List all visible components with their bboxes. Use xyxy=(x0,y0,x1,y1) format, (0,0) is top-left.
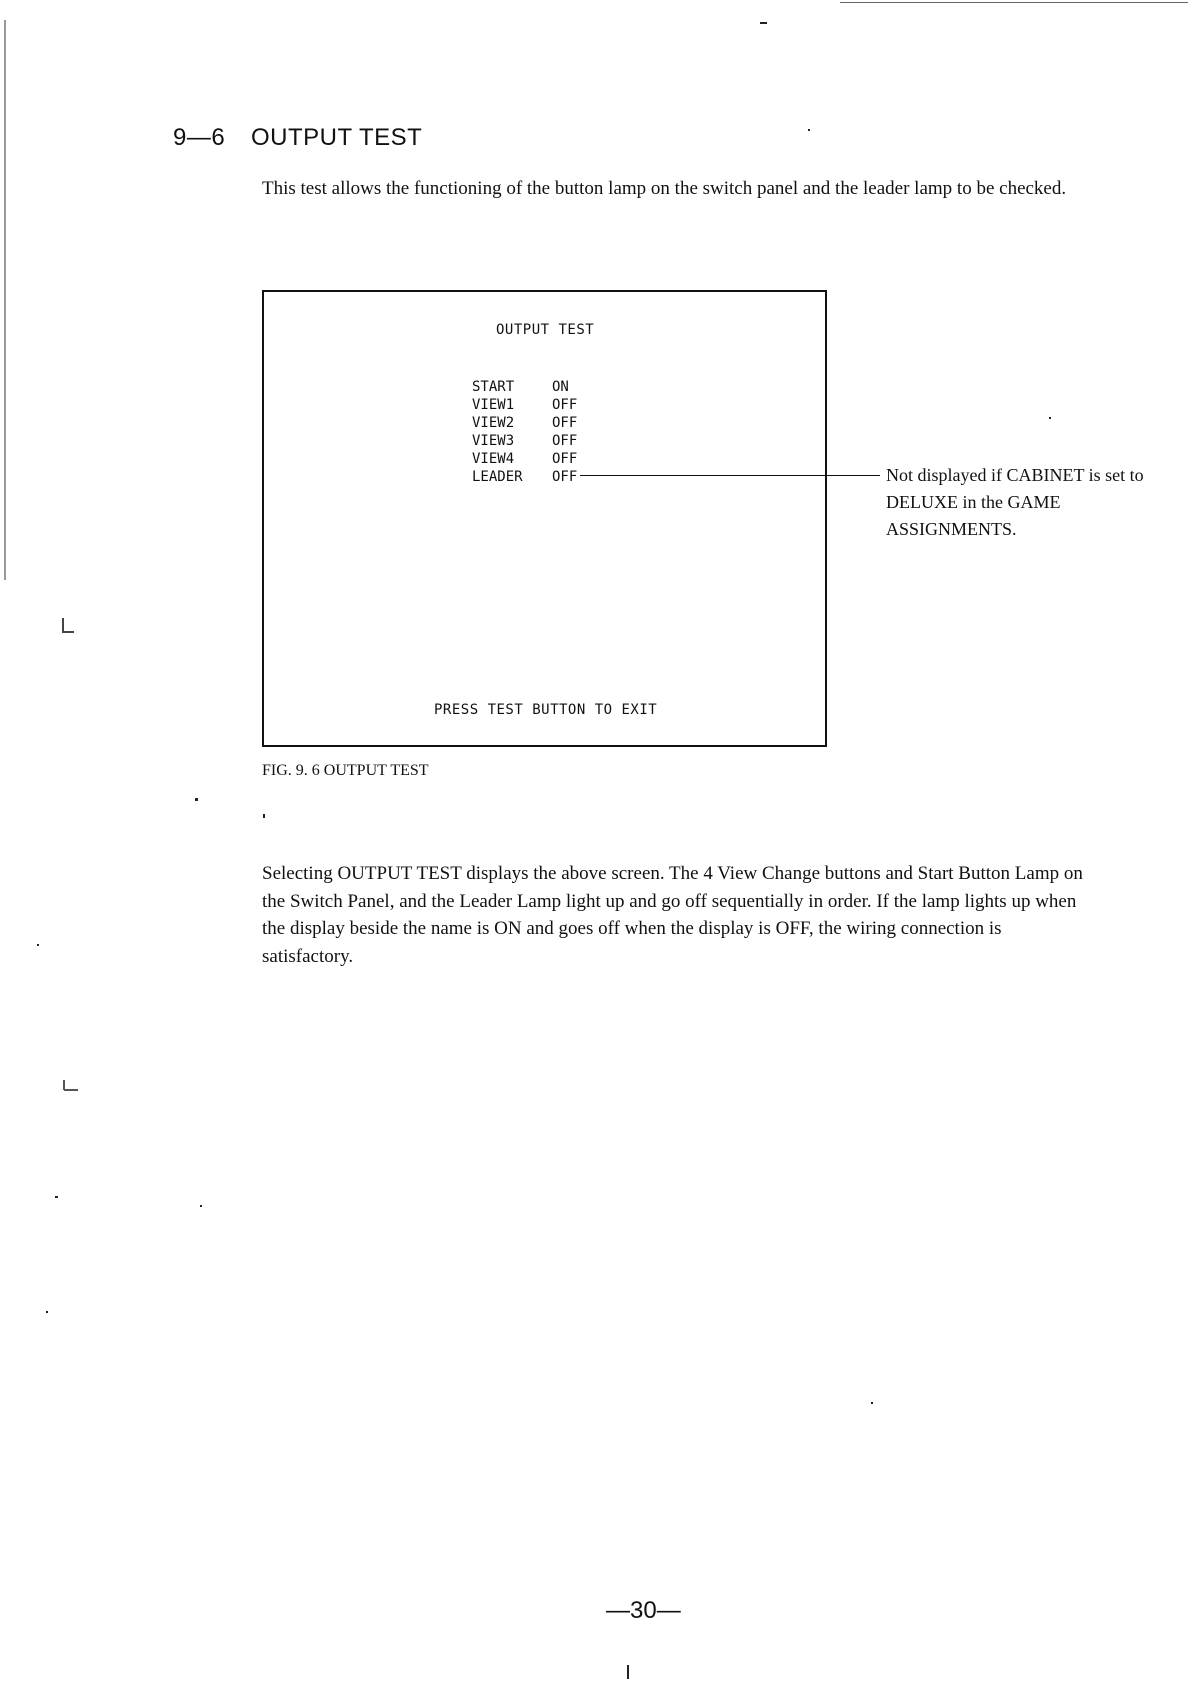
screen-row-label: VIEW4 xyxy=(472,451,515,467)
speck xyxy=(55,1196,58,1198)
screen-row-view4 xyxy=(472,450,577,468)
speck xyxy=(1049,417,1051,419)
screen-row-leader xyxy=(472,468,577,486)
speck xyxy=(195,798,198,801)
speck xyxy=(46,1311,48,1313)
speck xyxy=(808,129,810,131)
screen-row-state: OFF xyxy=(552,397,578,413)
screen-row-view1 xyxy=(472,396,577,414)
speck xyxy=(200,1205,202,1207)
speck xyxy=(760,22,767,24)
description-paragraph: Selecting OUTPUT TEST displays the above screen. The 4 View Change buttons and Start Button Lamp on the Switch Panel, and the Leader Lamp light up and go off sequentially in order. If the lamp lights up when the display beside the name is ON and goes off when the display is OFF, the wiring connection is satisfactory. xyxy=(262,863,1083,967)
corner-mark xyxy=(62,618,64,632)
top-rule xyxy=(840,2,1188,3)
screen-row-state: OFF xyxy=(552,415,578,431)
speck xyxy=(37,944,39,946)
screen-row-state: ON xyxy=(552,379,569,395)
page-number: —30— xyxy=(606,1597,681,1624)
screen-output-list xyxy=(472,378,577,486)
figure-caption: FIG. 9. 6 OUTPUT TEST xyxy=(262,762,429,779)
section-title: OUTPUT TEST xyxy=(251,124,423,151)
screen-row-label: VIEW2 xyxy=(472,415,515,431)
corner-mark xyxy=(64,1089,78,1091)
screen-row-view3 xyxy=(472,432,577,450)
speck xyxy=(627,1665,629,1679)
corner-mark xyxy=(62,631,74,633)
screen-row-state: OFF xyxy=(552,451,578,467)
screen-row-start xyxy=(472,378,577,396)
screen-row-state: OFF xyxy=(552,469,578,485)
screen-footer: PRESS TEST BUTTON TO EXIT xyxy=(434,702,658,718)
section-number: 9—6 xyxy=(173,124,226,151)
section-heading xyxy=(173,124,422,152)
screen-title: OUTPUT TEST xyxy=(496,322,595,338)
speck xyxy=(871,1402,873,1404)
screen-row-label: VIEW3 xyxy=(472,433,515,449)
callout-note: Not displayed if CABINET is set to DELUXE in the GAME ASSIGNMENTS. xyxy=(886,465,1144,539)
test-screen-figure xyxy=(262,290,827,747)
margin-rule xyxy=(4,20,6,580)
speck xyxy=(263,814,265,818)
callout-leader-line xyxy=(580,475,880,476)
screen-row-label: VIEW1 xyxy=(472,397,515,413)
screen-row-state: OFF xyxy=(552,433,578,449)
screen-row-label: LEADER xyxy=(472,469,523,485)
screen-row-view2 xyxy=(472,414,577,432)
intro-paragraph: This test allows the functioning of the button lamp on the switch panel and the leader lamp to be checked. xyxy=(262,178,1067,199)
screen-row-label: START xyxy=(472,379,515,395)
